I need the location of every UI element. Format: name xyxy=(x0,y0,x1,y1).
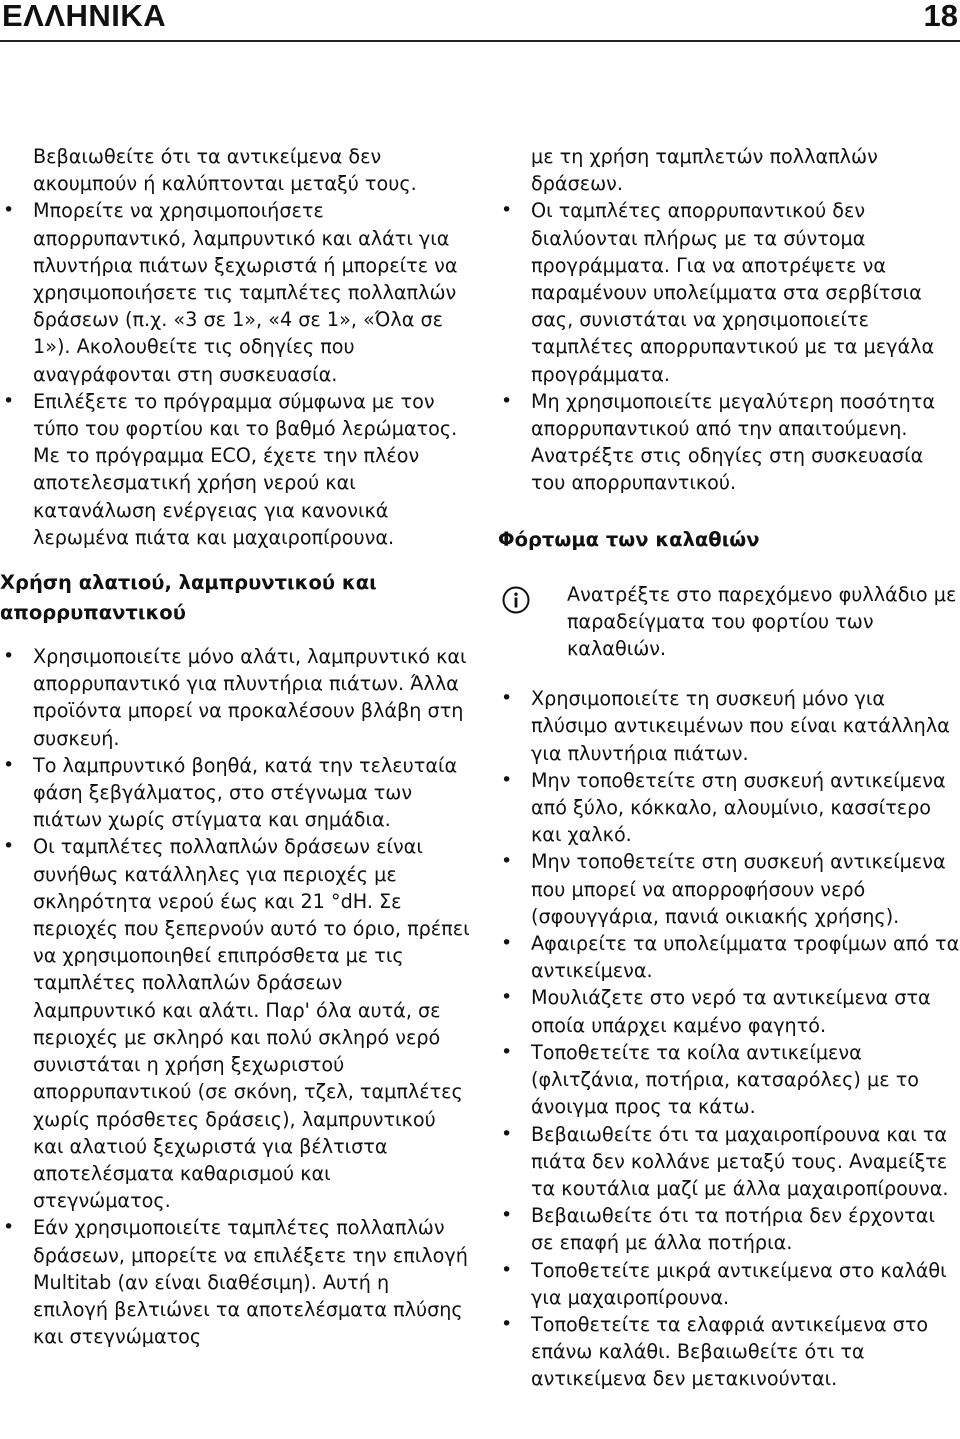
list-item: • Μπορείτε να χρησιμοποιήσετε απορρυπαντικό, λαμπρυντικό και αλάτι για πλυντήρια πιάτων ξεχωριστά ή μπορείτε να χρησιμοποιήσετε τις ταμπλέτες πολλαπλών δράσεων (π.χ. «3 σε 1», «4 σε 1», «Όλα σε 1»). Ακολουθείτε τις οδηγίες που αναγράφονται στη συσκευασία. xyxy=(0,197,470,387)
language-label: ΕΛΛΗΝΙΚΑ xyxy=(2,0,167,33)
section-heading-basket-loading: Φόρτωμα των καλαθιών xyxy=(498,527,760,551)
list-item: • Χρησιμοποιείτε τη συσκευή μόνο για πλύσιμο αντικειμένων που είναι κατάλληλα για πλυντήρια πιάτων. xyxy=(498,685,960,767)
list-item: • Μην τοποθετείτε στη συσκευή αντικείμενα από ξύλο, κόκκαλο, αλουμίνιο, κασσίτερο και χαλκό. xyxy=(498,767,960,849)
list-item: • Τοποθετείτε τα κοίλα αντικείμενα (φλιτζάνια, ποτήρια, κατσαρόλες) με το άνοιγμα προς τα κάτω. xyxy=(498,1039,960,1121)
list-item: • Επιλέξετε το πρόγραμμα σύμφωνα με τον τύπο του φορτίου και το βαθμό λερώματος. Με το πρόγραμμα ECO, έχετε την πλέον αποτελεσματική χρήση νερού και κατανάλωση ενέργειας για κανονικά λερωμένα πιάτα και μαχαιροπίρουνα. xyxy=(0,388,470,551)
list-item: • Μουλιάζετε στο νερό τα αντικείμενα στα οποία υπάρχει καμένο φαγητό. xyxy=(498,984,960,1038)
page-header xyxy=(0,0,960,40)
continuation-paragraph: με τη χρήση ταμπλετών πολλαπλών δράσεων. xyxy=(531,145,878,196)
left-column xyxy=(0,143,470,1350)
tips-list xyxy=(0,197,470,551)
list-item: • Οι ταμπλέτες πολλαπλών δράσεων είναι συνήθως κατάλληλες για περιοχές με σκληρότητα νερού έως και 21 °dH. Σε περιοχές που ξεπερνούν αυτό το όριο, πρέπει να χρησιμοποιηθεί επιπρόσθετα με τις ταμπλέτες πολλαπλών δράσεων λαμπρυντικό και αλάτι. Παρ' όλα αυτά, σε περιοχές με σκληρό και πολύ σκληρό νερό συνιστάται η χρήση ξεχωριστού απορρυπαντικού (σε σκόνη, τζελ, ταμπλέτες χωρίς πρόσθετες δράσεις), λαμπρυντικού και αλατιού ξεχωριστά για βέλτιστα αποτελέσματα καθαρισμού και στεγνώματος. xyxy=(0,833,470,1214)
list-item: • Μην τοποθετείτε στη συσκευή αντικείμενα που μπορεί να απορροφήσουν νερό (σφουγγάρια, πανιά οικιακής χρήσης). xyxy=(498,848,960,930)
list-item: • Τοποθετείτε τα ελαφριά αντικείμενα στο επάνω καλάθι. Βεβαιωθείτε ότι τα αντικείμενα δεν μετακινούνται. xyxy=(498,1311,960,1393)
basket-loading-list xyxy=(498,685,960,1392)
info-note xyxy=(498,581,960,663)
list-item: • Μη χρησιμοποιείτε μεγαλύτερη ποσότητα απορρυπαντικού από την απαιτούμενη. Ανατρέξτε στις οδηγίες στη συσκευασία του απορρυπαντικού. xyxy=(498,388,960,497)
list-item: • Το λαμπρυντικό βοηθά, κατά την τελευταία φάση ξεβγάλματος, στο στέγνωμα των πιάτων χωρίς στίγματα και σημάδια. xyxy=(0,752,470,834)
list-item: • Βεβαιωθείτε ότι τα μαχαιροπίρουνα και τα πιάτα δεν κολλάνε μεταξύ τους. Αναμείξτε τα κουτάλια μαζί με άλλα μαχαιροπίρουνα. xyxy=(498,1121,960,1203)
list-item: • Χρησιμοποιείτε μόνο αλάτι, λαμπρυντικό και απορρυπαντικό για πλυντήρια πιάτων. Άλλα προϊόντα μπορεί να προκαλέσουν βλάβη στη συσκευή. xyxy=(0,643,470,752)
list-item: • Βεβαιωθείτε ότι τα ποτήρια δεν έρχονται σε επαφή με άλλα ποτήρια. xyxy=(498,1202,960,1256)
intro-paragraph: Βεβαιωθείτε ότι τα αντικείμενα δεν ακουμπούν ή καλύπτονται μεταξύ τους. xyxy=(33,145,417,196)
section-heading-salt-rinse-detergent: Χρήση αλατιού, λαμπρυντικού και απορρυπαντικού xyxy=(0,571,377,625)
list-item: • Τοποθετείτε μικρά αντικείμενα στο καλάθι για μαχαιροπίρουνα. xyxy=(498,1257,960,1311)
list-item: • Αφαιρείτε τα υπολείμματα τροφίμων από τα αντικείμενα. xyxy=(498,930,960,984)
detergent-tips-list xyxy=(498,197,960,496)
info-icon xyxy=(502,586,530,614)
salt-rinse-detergent-list xyxy=(0,643,470,1350)
list-item: • Οι ταμπλέτες απορρυπαντικού δεν διαλύονται πλήρως με τα σύντομα προγράμματα. Για να αποτρέψετε να παραμένουν υπολείμματα στα σερβίτσια σας, συνιστάται να χρησιμοποιείτε ταμπλέτες απορρυπαντικού με τα μεγάλα προγράμματα. xyxy=(498,197,960,387)
list-item: • Εάν χρησιμοποιείτε ταμπλέτες πολλαπλών δράσεων, μπορείτε να επιλέξετε την επιλογή Multitab (αν είναι διαθέσιμη). Αυτή η επιλογή βελτιώνει τα αποτελέσματα πλύσης και στεγνώματος xyxy=(0,1214,470,1350)
info-text: Ανατρέξτε στο παρεχόμενο φυλλάδιο με παραδείγματα του φορτίου των καλαθιών. xyxy=(567,582,957,661)
header-rule xyxy=(0,40,960,42)
right-column xyxy=(498,143,960,1393)
page-number: 18 xyxy=(923,0,958,33)
